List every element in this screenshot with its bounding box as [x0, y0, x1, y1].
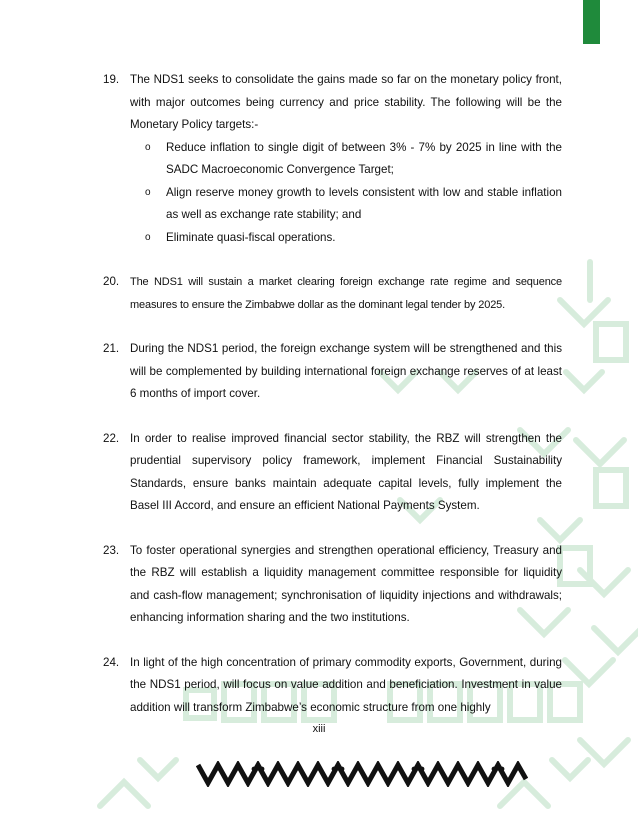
list-item: [130, 182, 562, 227]
paragraph-number: 20.: [103, 275, 120, 288]
document-body: [103, 69, 562, 741]
paragraph-text: The NDS1 will sustain a market clearing foreign exchange rate regime and sequence measures to ensure the Zimbabwe dollar as the dominant legal tender by 2025.: [130, 276, 562, 311]
bullet-text: Reduce inflation to single digit of between 3% - 7% by 2025 in line with the SADC Macroeconomic Convergence Target;: [166, 140, 562, 176]
bullet-icon: o: [145, 141, 151, 153]
paragraph-number: 19.: [103, 73, 120, 86]
decorative-border-band: [196, 761, 528, 787]
paragraph-text: The NDS1 seeks to consolidate the gains made so far on the monetary policy front, with major outcomes being currency and price stability. The following will be the Monetary Policy targets:-: [130, 73, 562, 131]
paragraph-number: 23.: [103, 543, 120, 557]
bullet-icon: o: [145, 186, 151, 198]
numbered-paragraph-21: [103, 338, 562, 406]
numbered-paragraph-24: [103, 652, 562, 720]
paragraph-text: During the NDS1 period, the foreign exchange system will be strengthened and this will be complemented by building international foreign exchange reserves of at least 6 months of import cover.: [130, 342, 562, 400]
list-item: [130, 227, 562, 250]
bullet-icon: o: [145, 231, 151, 243]
paragraph-text: In light of the high concentration of primary commodity exports, Government, during the NDS1 period, will focus on value addition and beneficiation. Investment in value addition will transform Zimbabwe’s economic structure from one highly: [130, 655, 562, 714]
paragraph-number: 21.: [103, 342, 120, 355]
numbered-paragraph-22: [103, 428, 562, 518]
page-number: xiii: [312, 723, 326, 735]
paragraph-number: 24.: [103, 655, 120, 669]
paragraph-text: To foster operational synergies and strengthen operational efficiency, Treasury and the RBZ will establish a liquidity management committee responsible for liquidity and cash-flow management; synchronisation of liquidity injections and withdrawals; enhancing information sharing and the two institutions.: [130, 543, 562, 624]
paragraph-number: 22.: [103, 431, 120, 445]
paragraph-text: In order to realise improved financial sector stability, the RBZ will strengthen the prudential supervisory policy framework, implement Financial Sustainability Standards, ensure banks maintain adequate capital levels, fully implement the Basel III Accord, and ensure an efficient National Payments System.: [130, 431, 562, 512]
bullet-list: [130, 137, 562, 250]
list-item: [130, 137, 562, 182]
numbered-paragraph-19: [103, 69, 562, 249]
bullet-text: Align reserve money growth to levels consistent with low and stable inflation as well as exchange rate stability; and: [166, 185, 562, 221]
numbered-paragraph-20: [103, 271, 562, 316]
numbered-paragraph-23: [103, 540, 562, 630]
bullet-text: Eliminate quasi-fiscal operations.: [166, 230, 336, 244]
